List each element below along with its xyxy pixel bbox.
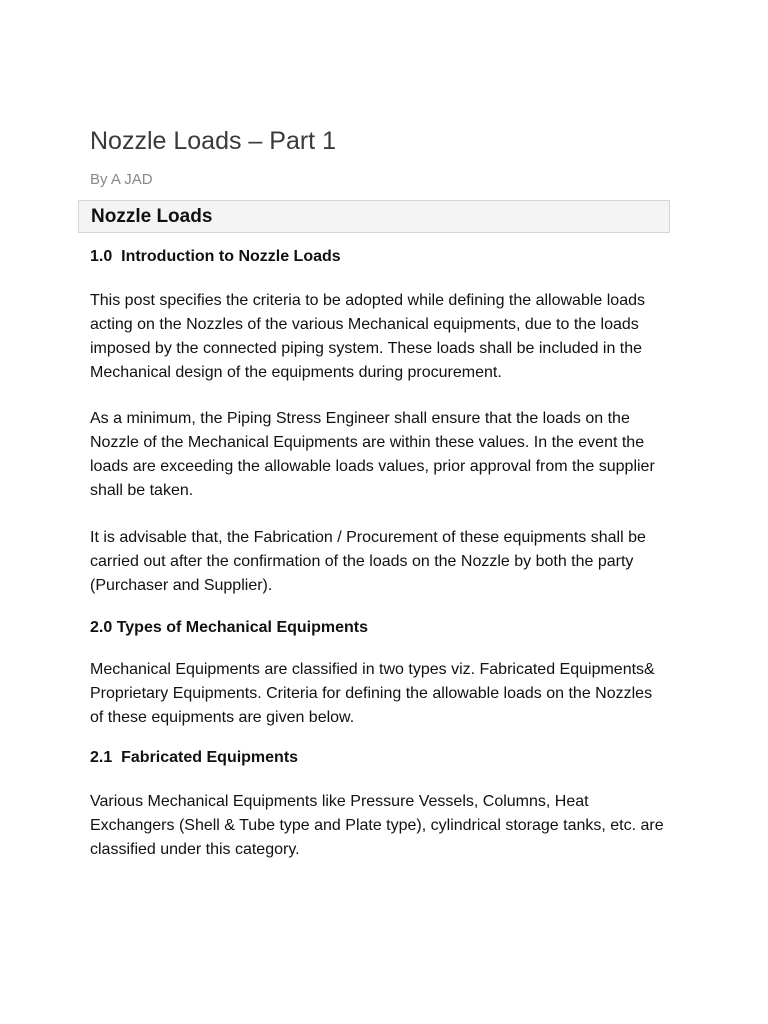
paragraph-line: This post specifies the criteria to be adopted while defining the allowable loads: [90, 292, 645, 309]
section-box-title: Nozzle Loads: [91, 206, 213, 227]
paragraph-intro-1: [90, 289, 680, 385]
paragraph-line: acting on the Nozzles of the various Mechanical equipments, due to the loads: [90, 316, 639, 333]
heading-fabricated-equipments: 2.1 Fabricated Equipments: [90, 749, 299, 766]
paragraph-line: (Purchaser and Supplier).: [90, 577, 273, 594]
author-byline: By A JAD: [90, 171, 153, 188]
paragraph-types: [90, 658, 680, 730]
paragraph-fabricated: [90, 790, 680, 862]
section-title-box: [78, 200, 670, 233]
paragraph-line: of these equipments are given below.: [90, 709, 355, 726]
paragraph-intro-2: [90, 407, 680, 503]
paragraph-line: Mechanical Equipments are classified in two types viz. Fabricated Equipments&: [90, 661, 655, 678]
heading-introduction: 1.0 Introduction to Nozzle Loads: [90, 248, 341, 265]
paragraph-line: loads are exceeding the allowable loads values, prior approval from the supplier: [90, 458, 655, 475]
paragraph-line: Proprietary Equipments. Criteria for defining the allowable loads on the Nozzles: [90, 685, 653, 702]
paragraph-line: Mechanical design of the equipments during procurement.: [90, 364, 502, 381]
paragraph-line: classified under this category.: [90, 841, 300, 858]
paragraph-line: Various Mechanical Equipments like Pressure Vessels, Columns, Heat: [90, 793, 589, 810]
paragraph-line: carried out after the confirmation of the loads on the Nozzle by both the party: [90, 553, 634, 570]
paragraph-intro-3: [90, 526, 680, 598]
page-title: Nozzle Loads – Part 1: [90, 127, 336, 155]
paragraph-line: As a minimum, the Piping Stress Engineer shall ensure that the loads on the: [90, 410, 630, 427]
heading-types-of-equipments: 2.0 Types of Mechanical Equipments: [90, 619, 368, 636]
paragraph-line: Nozzle of the Mechanical Equipments are within these values. In the event the: [90, 434, 645, 451]
paragraph-line: It is advisable that, the Fabrication / Procurement of these equipments shall be: [90, 529, 646, 546]
paragraph-line: Exchangers (Shell & Tube type and Plate type), cylindrical storage tanks, etc. are: [90, 817, 664, 834]
paragraph-line: shall be taken.: [90, 482, 194, 499]
paragraph-line: imposed by the connected piping system. These loads shall be included in the: [90, 340, 643, 357]
